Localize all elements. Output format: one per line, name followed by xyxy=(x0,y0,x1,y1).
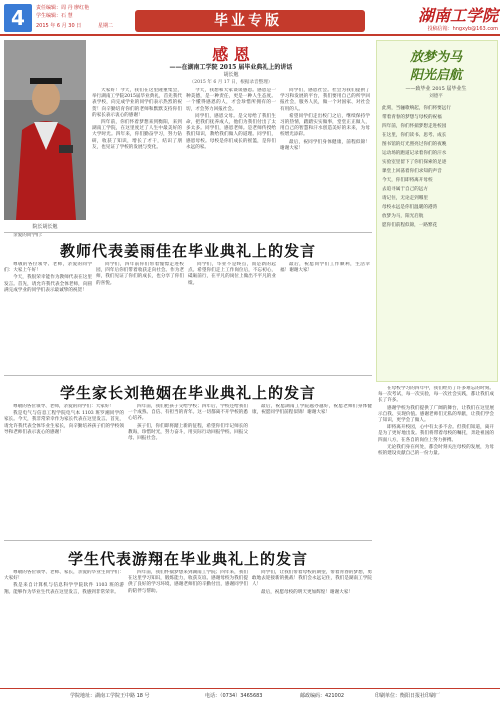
poem-line: 图书馆的灯光照亮过你们的夜晚 xyxy=(382,142,447,147)
teacher-headline: 教师代表姜雨佳在毕业典礼上的发言 xyxy=(59,242,316,260)
parent-paragraph: 尊敬的各位领导、老师，亲爱的同学们：大家好！ xyxy=(13,404,115,409)
speaker-photo xyxy=(4,40,86,220)
feature-paragraph: 最后，祝同学们身体健康，前程似锦！谢谢大家！ xyxy=(280,139,370,151)
proofreader-credit: 学生编辑：石 慧 xyxy=(36,13,73,19)
feature-paragraph: 今天，我想和大家谈谈感恩。感恩是一种美德，是一种责任，更是一种人生态度。一个懂得感恩的人，才会珍惜所拥有的一切，才会努力回报社会。 xyxy=(186,88,276,112)
teacher-col-2 xyxy=(96,262,184,370)
teacher-paragraph: 同学们，四年前你们带着憧憬走进校园，四年后你们带着收获走向社会。作为老师，我们见证了你们的成长，也分享了你们的喜悦。 xyxy=(96,262,184,286)
poem-line: 母校永远是你们温暖的港湾 xyxy=(382,205,438,210)
poem-line: 请记住，无论走到哪里 xyxy=(382,196,428,201)
teacher-col-3 xyxy=(188,262,276,370)
poem-line: 带着青春的梦想与母校的祝福 xyxy=(382,115,442,120)
right-paragraph: 无论我们身在何处，都会时刻关注母校的发展，为母校的建设贡献自己的一份力量。 xyxy=(378,444,494,457)
issue-date: 2015 年 6 月 30 日 xyxy=(36,23,82,29)
photo-caption: 院长胡长勉 xyxy=(32,224,58,230)
teacher-paragraph: 最后，祝愿同学们工作顺利，生活幸福！谢谢大家！ xyxy=(280,262,370,274)
student-paragraph: 尊敬的各位领导、老师、家长，亲爱的毕业生同学们：大家好！ xyxy=(4,570,124,582)
footer-phone: 电话：（0734）3465683 xyxy=(205,693,263,699)
poem-line: 实验室里留下了你们探索的足迹 xyxy=(382,160,447,165)
parent-paragraph: 最后，祝愿湖南工学院越办越好，祝愿老师们身体健康，祝愿同学们前程似锦！谢谢大家！ xyxy=(252,404,372,416)
parent-paragraph: 我是电气与信息工程学院电气本 1103 班罗湘同学的家长。今天，我非常荣幸作为家长代表在这里发言。首先，请允许我代表全体毕业生家长，向辛勤培养孩子们的学校领导和老师们表示衷心的感谢！ xyxy=(4,411,124,435)
editor-credit: 责任编辑：周 丹 廖红艳 xyxy=(36,5,90,11)
teacher-col-1 xyxy=(4,262,92,370)
teacher-paragraph: 同学们，毕业不是终点，而是新的起点。希望你们走上工作岗位后，不忘初心，砥砺前行，在平凡的岗位上做出不平凡的业绩。 xyxy=(188,262,276,286)
poem-line: 愿你们前程似锦，一路繁花 xyxy=(382,223,438,228)
section-divider xyxy=(4,375,372,376)
student-col-1 xyxy=(4,570,124,682)
student-paragraph: 同学们，让我们带着母校的期望，带着青春的梦想，勇敢地去迎接新的挑战！我们会永远记住，我们是湖南工学院人！ xyxy=(252,570,372,588)
submission-email: 投稿信箱：hngxyb@163.com xyxy=(427,26,498,32)
footer-address: 学院地址：湖南工学院王中路 18 号 xyxy=(70,693,150,699)
teacher-col-4 xyxy=(280,262,370,370)
feature-paragraph: 同学们，感恩父母。是父母给了我们生命，把我们抚养成人，他们为我们付出了太多太多。同学们，感恩老师。是老师传授给我们知识，教给我们做人的道理。同学们，感恩母校。母校是你们成长的摇篮，是你们永远的家。 xyxy=(186,113,276,150)
parent-col-1 xyxy=(4,404,124,536)
feature-subhead: ——在湖南工学院 2015 届毕业典礼上的讲话 xyxy=(169,64,293,71)
right-lower-column xyxy=(378,386,494,682)
footer-postcode: 邮政编码：421002 xyxy=(300,693,345,699)
student-col-2 xyxy=(128,570,248,682)
feature-col-3 xyxy=(186,88,276,228)
parent-col-3 xyxy=(252,404,372,536)
poem-line: 今天，你们即将离开母校 xyxy=(382,178,433,183)
feature-col-4 xyxy=(280,88,370,228)
poem-lines xyxy=(382,104,490,374)
section-title: 毕业专版 xyxy=(214,13,282,29)
header-rule xyxy=(0,34,500,36)
poem-line: 去追寻属于自己的远方 xyxy=(382,187,428,192)
feature-paragraph: 亲爱的同学们： xyxy=(13,233,46,238)
feature-author: 胡长勉 xyxy=(223,72,239,78)
poem-author: 刘德平 xyxy=(429,94,443,99)
right-paragraph: 在母校学习的四年中，我们经历了许多难忘的时刻。每一次考试，每一次实验，每一次社会实践，都让我们成长了许多。 xyxy=(378,386,494,404)
poem-line: 放梦为马，阳光启航 xyxy=(382,214,424,219)
feature-paragraph: 同学们，感恩社会。社会为我们提供了学习和发展的平台，我们要用自己的所学回报社会，服务人民，做一个对国家、对社会有用的人。 xyxy=(280,88,370,112)
issue-weekday: 星期二 xyxy=(98,23,114,29)
parent-headline: 学生家长刘艳姻在毕业典礼上的发言 xyxy=(59,384,316,402)
section-divider xyxy=(4,540,372,541)
student-col-3 xyxy=(252,570,372,682)
poem-line: 课堂上回荡着你们求知的声音 xyxy=(382,169,442,174)
poem-title-line-1: 放梦为马 xyxy=(409,50,462,65)
feature-paragraph: 希望同学们走出校门之后，继续保持学习的热情，踏踏实实做事，堂堂正正做人，用自己的智慧和汗水创造美好的未来，为母校增光添彩。 xyxy=(280,113,370,138)
parent-col-2 xyxy=(128,404,248,536)
footer-rule xyxy=(0,688,500,689)
student-paragraph: 最后，祝愿母校的明天更加辉煌！谢谢大家！ xyxy=(261,589,353,595)
poem-line: 在这里，你们读书、思考、成长 xyxy=(382,133,447,138)
poem-title-line-2: 阳光启航 xyxy=(409,68,462,83)
poem-subtitle: ——致毕业 2015 届毕业生 xyxy=(405,86,467,92)
student-paragraph: 我是来自计算机与信息科学学院软件 1103 班的游翔。能够作为毕业生代表在这里发言，我感到非常荣幸。 xyxy=(4,583,124,595)
parent-paragraph: 孩子们，你们即将踏上新的征程，希望你们牢记师长的教诲，珍惜时光，努力奋斗，用实际行动回报学校、回报父母、回报社会。 xyxy=(128,423,248,442)
page-number: 4 xyxy=(4,4,32,32)
speaker-photo-image xyxy=(4,40,86,220)
student-paragraph: 四年前，我们怀揣梦想来到湖南工学院；四年来，我们在这里学习知识，锻炼能力，收获友谊。感谢母校为我们提供了良好的学习环境，感谢老师们的辛勤付出，感谢同学们的陪伴与帮助。 xyxy=(128,570,248,594)
feature-dateline: （2015 年 6 月 17 日，根据录音整理） xyxy=(189,80,273,85)
teacher-paragraph: 今天，我很荣幸能作为教师代表在这里发言。首先，请允许我代表全体老师，向圆满完成学业的同学们表示最诚挚的祝贺！ xyxy=(4,275,92,293)
poem-line: 四年前，你们怀揣梦想走进校园 xyxy=(382,124,447,129)
feature-paragraph: 四年前，你们怀着梦想来到衡阳，来到湖南工学院，在这里度过了人生中最美好的大学时光。四年来，你们勤奋学习，努力钻研，收获了知识，增长了才干，结识了朋友，也见证了学校的发展与变化。 xyxy=(92,120,182,150)
right-paragraph: 即将离开校园，心中有太多不舍。但我们知道，离开是为了更好地出发。我们将带着母校的嘱托，奔赴祖国的四面八方，在各自的岗位上努力拼搏。 xyxy=(378,425,494,443)
teacher-paragraph: 尊敬的各位领导、老师，亲爱的同学们：大家上午好！ xyxy=(4,262,92,274)
parent-paragraph: 四年前，我们把孩子交给学校；四年后，学校还给我们一个成熟、自信、有担当的青年。这一切都离不开学校的悉心培养。 xyxy=(128,404,248,422)
student-headline: 学生代表游翔在毕业典礼上的发言 xyxy=(67,550,308,568)
feature-paragraph: 大家好！今天，我们在这里隆重集会，举行湖南工学院2015届毕业典礼，首先我代表学校，向完成学业的同学们表示热烈的祝贺！向辛勤培育你们的老师和默默支持你们的家长表示衷心的感谢！ xyxy=(92,88,182,118)
footer-printer: 印刷单位：衡阳日报社印刷厂 xyxy=(375,693,441,699)
poem-line: 此刻，当骊歌响起，你们将要远行 xyxy=(382,106,451,111)
right-paragraph: 感谢学校为我们提供了广阔的舞台，让我们在这里展示自我、实现价值。感谢老师们无私的奉献，让我们学会了知识，更学会了做人。 xyxy=(378,405,494,424)
page-header xyxy=(0,0,500,34)
feature-headline: 感 恩 xyxy=(212,45,250,64)
section-divider xyxy=(4,232,372,233)
feature-col-2 xyxy=(92,88,182,228)
poem-line: 运动场的跑道记录着你们的汗水 xyxy=(382,151,447,156)
masthead: 湖南工学院 xyxy=(417,6,498,25)
